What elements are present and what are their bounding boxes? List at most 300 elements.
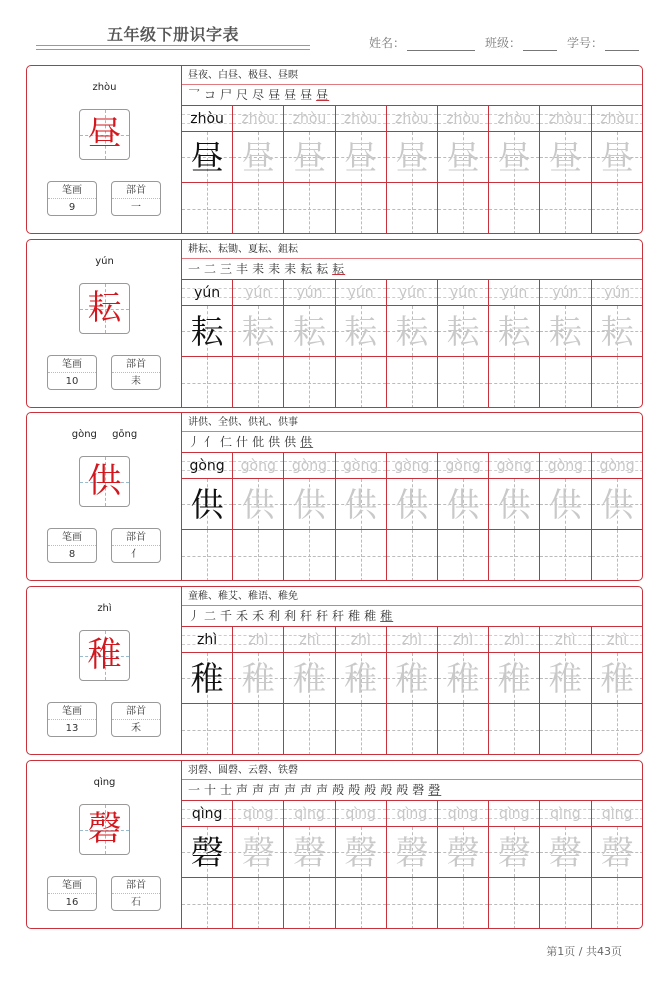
character-sample: 供 — [190, 485, 224, 524]
pinyin-cell[interactable] — [540, 801, 591, 826]
stroke-step: 声 — [300, 783, 314, 797]
blank-writing-cell[interactable] — [540, 878, 591, 929]
stroke-step: 仁 — [220, 435, 234, 449]
character-card — [26, 760, 643, 929]
pinyin-cell[interactable] — [387, 106, 438, 131]
character-trace: 稚 — [344, 659, 378, 698]
stroke-step: 禾 — [236, 609, 250, 623]
character-display-box — [79, 109, 130, 160]
practice-grid — [182, 106, 643, 234]
blank-writing-cell[interactable] — [182, 357, 233, 408]
character-cell[interactable] — [182, 479, 233, 529]
stroke-step: 二 — [204, 262, 218, 276]
blank-writing-cell[interactable] — [387, 530, 438, 581]
stroke-step: 昼 — [316, 88, 330, 102]
title-underline — [36, 45, 310, 50]
character-trace: 昼 — [395, 138, 429, 177]
character-cell[interactable] — [336, 479, 387, 529]
stroke-count-box — [47, 528, 97, 563]
stroke-step: 千 — [220, 609, 234, 623]
pinyin-cell[interactable] — [387, 627, 438, 652]
pinyin-cell[interactable] — [336, 453, 387, 478]
name-label: 姓名： — [368, 36, 405, 50]
blank-writing-cell[interactable] — [592, 357, 643, 408]
character-cell[interactable] — [592, 827, 643, 877]
character-cell[interactable] — [182, 827, 233, 877]
character-display-box — [79, 630, 130, 681]
stroke-step: 声 — [252, 783, 266, 797]
pinyin-trace: yún — [552, 285, 579, 301]
blank-practice-row — [182, 704, 643, 755]
pinyin-trace: qìng — [601, 806, 633, 822]
blank-writing-cell[interactable] — [182, 704, 233, 755]
character-trace: 昼 — [344, 138, 378, 177]
character-trace: 稚 — [548, 659, 582, 698]
stroke-step: 耒 — [252, 262, 266, 276]
pinyin-trace: qìng — [550, 806, 581, 822]
pinyin-trace: zhì — [248, 632, 269, 648]
character-card — [26, 65, 643, 234]
character-cell[interactable] — [336, 306, 387, 356]
stroke-count-label: 笔画 — [48, 356, 96, 373]
stroke-count-value: 10 — [65, 376, 79, 387]
stroke-step: 耘 — [300, 262, 314, 276]
character-info-panel — [27, 66, 182, 233]
stroke-step: 士 — [220, 783, 234, 797]
pinyin-cell[interactable] — [489, 280, 540, 305]
practice-panel — [182, 240, 643, 407]
character-cell[interactable] — [182, 132, 233, 182]
character-cell[interactable] — [592, 306, 643, 356]
blank-writing-cell[interactable] — [540, 183, 591, 234]
pinyin-cell[interactable] — [592, 453, 643, 478]
character-trace: 磬 — [292, 833, 326, 872]
pinyin-trace: yún — [450, 285, 477, 301]
character-cell[interactable] — [540, 827, 591, 877]
character-trace: 供 — [497, 485, 531, 524]
pinyin-label: zhòu — [92, 82, 117, 93]
character-cell[interactable] — [233, 132, 284, 182]
pinyin-cell[interactable] — [592, 106, 643, 131]
page-header — [0, 0, 667, 60]
stroke-count-label: 笔画 — [48, 182, 96, 199]
character-trace: 昼 — [292, 138, 326, 177]
blank-practice-row — [182, 357, 643, 408]
character-cell[interactable] — [489, 132, 540, 182]
stroke-step: 供 — [300, 435, 314, 449]
pinyin-cell[interactable] — [182, 280, 233, 305]
pinyin-trace: qìng — [447, 806, 479, 822]
pinyin-cell[interactable] — [438, 106, 489, 131]
pinyin-cell[interactable] — [233, 801, 284, 826]
stroke-step: 声 — [236, 783, 250, 797]
pinyin-trace: gòng — [240, 458, 276, 474]
blank-writing-cell[interactable] — [182, 530, 233, 581]
radical-box — [111, 876, 161, 911]
radical-label: 部首 — [112, 529, 160, 546]
pinyin-cell[interactable] — [489, 106, 540, 131]
blank-writing-cell[interactable] — [540, 704, 591, 755]
practice-grid — [182, 801, 643, 929]
stroke-step: 乛 — [188, 88, 202, 102]
stroke-count-value: 13 — [65, 723, 79, 734]
blank-writing-cell[interactable] — [233, 530, 284, 581]
stroke-step: 利 — [268, 609, 282, 623]
character-trace: 昼 — [497, 138, 531, 177]
example-words: 昼夜、白昼、极昼、昼暝 — [182, 66, 643, 85]
pinyin-practice-row — [182, 453, 643, 479]
pinyin-cell[interactable] — [284, 106, 335, 131]
blank-writing-cell[interactable] — [387, 357, 438, 408]
character-trace: 稚 — [497, 659, 531, 698]
stroke-step: 磬 — [428, 783, 442, 797]
pinyin-cell[interactable] — [540, 453, 591, 478]
blank-writing-cell[interactable] — [438, 357, 489, 408]
character-cell[interactable] — [438, 306, 489, 356]
blank-writing-cell[interactable] — [592, 878, 643, 929]
pinyin-cell[interactable] — [182, 801, 233, 826]
character-card — [26, 412, 643, 581]
character-trace: 昼 — [600, 138, 634, 177]
character-cell[interactable] — [438, 132, 489, 182]
character-trace: 稚 — [292, 659, 326, 698]
blank-practice-row — [182, 878, 643, 929]
name-field[interactable] — [369, 34, 475, 51]
stroke-step: 亻 — [204, 435, 218, 449]
stroke-step: 殸 — [380, 783, 394, 797]
pinyin-cell[interactable] — [336, 280, 387, 305]
blank-writing-cell[interactable] — [438, 878, 489, 929]
pinyin-cell[interactable] — [489, 801, 540, 826]
character-sample: 昼 — [190, 138, 224, 177]
character-cell[interactable] — [540, 132, 591, 182]
pinyin-cell[interactable] — [540, 627, 591, 652]
stroke-order — [182, 259, 643, 280]
character-info-panel — [27, 761, 182, 928]
character-cell[interactable] — [336, 132, 387, 182]
blank-writing-cell[interactable] — [387, 878, 438, 929]
pinyin-sample: yún — [194, 285, 221, 301]
character-trace: 供 — [395, 485, 429, 524]
character-cell[interactable] — [387, 132, 438, 182]
pinyin-practice-row — [182, 106, 643, 132]
blank-writing-cell[interactable] — [489, 357, 540, 408]
radical-label: 部首 — [112, 182, 160, 199]
pinyin-cell[interactable] — [592, 627, 643, 652]
stroke-step: 耘 — [332, 262, 346, 276]
character-cell[interactable] — [387, 827, 438, 877]
stroke-count-box — [47, 702, 97, 737]
pinyin-label: yún — [95, 256, 114, 267]
character-cell[interactable] — [489, 653, 540, 703]
character-cell[interactable] — [489, 306, 540, 356]
pinyin-trace: zhòu — [241, 111, 276, 127]
blank-writing-cell[interactable] — [336, 704, 387, 755]
student-number-blank[interactable] — [605, 38, 639, 51]
pinyin-trace: gòng — [394, 458, 430, 474]
character-cell[interactable] — [182, 306, 233, 356]
character-cell[interactable] — [540, 479, 591, 529]
character-cell[interactable] — [592, 653, 643, 703]
pinyin-cell[interactable] — [233, 280, 284, 305]
class-label: 班级： — [484, 36, 521, 50]
character-trace-row — [182, 479, 643, 530]
blank-writing-cell[interactable] — [233, 878, 284, 929]
radical-box — [111, 181, 161, 216]
pinyin-trace: gòng — [496, 458, 532, 474]
pinyin-cell[interactable] — [284, 453, 335, 478]
blank-writing-cell[interactable] — [387, 704, 438, 755]
character-trace: 供 — [241, 485, 275, 524]
practice-panel — [182, 587, 643, 754]
pinyin-cell[interactable] — [182, 453, 233, 478]
character-display-box — [79, 283, 130, 334]
stroke-step: 磬 — [412, 783, 426, 797]
blank-writing-cell[interactable] — [336, 357, 387, 408]
blank-writing-cell[interactable] — [336, 183, 387, 234]
character-cell[interactable] — [233, 479, 284, 529]
pinyin-trace: gòng — [343, 458, 379, 474]
blank-writing-cell[interactable] — [489, 183, 540, 234]
stroke-step: 仳 — [252, 435, 266, 449]
pinyin-cell[interactable] — [233, 627, 284, 652]
stroke-order — [182, 85, 643, 106]
character-glyph: 昼 — [87, 114, 122, 154]
character-trace: 供 — [548, 485, 582, 524]
stroke-step: 二 — [204, 609, 218, 623]
character-trace: 磬 — [600, 833, 634, 872]
radical-value: 亻 — [131, 549, 141, 560]
blank-writing-cell[interactable] — [489, 704, 540, 755]
blank-writing-cell[interactable] — [233, 183, 284, 234]
character-glyph: 磬 — [87, 809, 122, 849]
character-cell[interactable] — [489, 827, 540, 877]
blank-writing-cell[interactable] — [284, 183, 335, 234]
radical-value: 耒 — [131, 376, 141, 387]
blank-writing-cell[interactable] — [592, 530, 643, 581]
pinyin-cell[interactable] — [284, 801, 335, 826]
character-cell[interactable] — [182, 653, 233, 703]
pinyin-cell[interactable] — [336, 106, 387, 131]
example-words: 耕耘、耘锄、夏耘、鉏耘 — [182, 240, 643, 259]
character-cell[interactable] — [284, 132, 335, 182]
stroke-step: 一 — [188, 262, 202, 276]
character-glyph: 稚 — [87, 635, 122, 675]
character-trace: 耘 — [600, 312, 634, 351]
character-cell[interactable] — [438, 479, 489, 529]
stroke-step: 昼 — [284, 88, 298, 102]
character-trace: 耘 — [344, 312, 378, 351]
character-trace: 昼 — [241, 138, 275, 177]
pinyin-trace: zhì — [401, 632, 422, 648]
pinyin-cell[interactable] — [387, 453, 438, 478]
character-cell[interactable] — [438, 827, 489, 877]
pinyin-trace: qìng — [396, 806, 428, 822]
blank-writing-cell[interactable] — [387, 183, 438, 234]
character-trace: 供 — [344, 485, 378, 524]
pinyin-trace: zhì — [555, 632, 576, 648]
character-trace: 磬 — [241, 833, 275, 872]
pinyin-trace: qìng — [498, 806, 530, 822]
character-cell[interactable] — [233, 306, 284, 356]
class-blank[interactable] — [523, 38, 557, 51]
blank-writing-cell[interactable] — [182, 183, 233, 234]
blank-writing-cell[interactable] — [336, 878, 387, 929]
practice-grid — [182, 627, 643, 755]
pinyin-label: gòng gōng — [71, 429, 138, 440]
pinyin-practice-row — [182, 801, 643, 827]
character-cell[interactable] — [284, 479, 335, 529]
student-number-field[interactable] — [567, 34, 639, 51]
pinyin-label: qìng — [93, 777, 116, 788]
character-trace-row — [182, 132, 643, 183]
radical-value: 一 — [131, 202, 141, 213]
character-trace-row — [182, 827, 643, 878]
character-cell[interactable] — [336, 653, 387, 703]
character-trace: 磬 — [395, 833, 429, 872]
character-cell[interactable] — [284, 653, 335, 703]
pinyin-cell[interactable] — [387, 280, 438, 305]
stroke-count-value: 16 — [65, 897, 79, 908]
pinyin-trace: zhì — [607, 632, 628, 648]
blank-writing-cell[interactable] — [592, 704, 643, 755]
pinyin-trace: gòng — [291, 458, 328, 474]
pinyin-cell[interactable] — [489, 627, 540, 652]
pinyin-cell[interactable] — [438, 453, 489, 478]
stroke-step: 丿 — [188, 609, 202, 623]
name-blank[interactable] — [407, 38, 475, 51]
blank-writing-cell[interactable] — [489, 878, 540, 929]
character-info-panel — [27, 240, 182, 407]
blank-writing-cell[interactable] — [284, 530, 335, 581]
stroke-step: 十 — [204, 783, 218, 797]
pinyin-cell[interactable] — [438, 801, 489, 826]
blank-writing-cell[interactable] — [284, 878, 335, 929]
character-trace-row — [182, 306, 643, 357]
blank-writing-cell[interactable] — [438, 183, 489, 234]
blank-writing-cell[interactable] — [233, 357, 284, 408]
pinyin-cell[interactable] — [336, 627, 387, 652]
pinyin-cell[interactable] — [284, 627, 335, 652]
character-glyph: 供 — [87, 461, 122, 501]
blank-writing-cell[interactable] — [540, 357, 591, 408]
stroke-step: 禾 — [252, 609, 266, 623]
character-cell[interactable] — [387, 653, 438, 703]
stroke-step: 耒 — [268, 262, 282, 276]
stroke-count-box — [47, 355, 97, 390]
pinyin-cell[interactable] — [387, 801, 438, 826]
stroke-step: 供 — [284, 435, 298, 449]
character-trace: 磬 — [497, 833, 531, 872]
blank-writing-cell[interactable] — [336, 530, 387, 581]
character-cell[interactable] — [438, 653, 489, 703]
pinyin-trace: qìng — [294, 806, 325, 822]
pinyin-cell[interactable] — [182, 627, 233, 652]
blank-writing-cell[interactable] — [592, 183, 643, 234]
pinyin-cell[interactable] — [438, 627, 489, 652]
pinyin-cell[interactable] — [489, 453, 540, 478]
blank-writing-cell[interactable] — [182, 878, 233, 929]
stroke-step: 秆 — [332, 609, 346, 623]
pinyin-cell[interactable] — [540, 280, 591, 305]
stroke-step: 尺 — [236, 88, 250, 102]
character-trace-row — [182, 653, 643, 704]
blank-writing-cell[interactable] — [489, 530, 540, 581]
character-cell[interactable] — [233, 827, 284, 877]
stroke-count-label: 笔画 — [48, 703, 96, 720]
pinyin-cell[interactable] — [438, 280, 489, 305]
pinyin-cell[interactable] — [284, 280, 335, 305]
character-cell[interactable] — [233, 653, 284, 703]
blank-practice-row — [182, 183, 643, 234]
pinyin-cell[interactable] — [540, 106, 591, 131]
stroke-count-box — [47, 876, 97, 911]
pinyin-trace: gòng — [445, 458, 481, 474]
pinyin-cell[interactable] — [592, 801, 643, 826]
pinyin-cell[interactable] — [233, 453, 284, 478]
blank-writing-cell[interactable] — [233, 704, 284, 755]
character-cell[interactable] — [284, 306, 335, 356]
pinyin-trace: yún — [501, 285, 528, 301]
stroke-count-value: 8 — [68, 549, 76, 560]
character-cell[interactable] — [540, 306, 591, 356]
pinyin-trace: yún — [347, 285, 374, 301]
character-cell[interactable] — [336, 827, 387, 877]
character-info-panel — [27, 413, 182, 580]
practice-grid — [182, 280, 643, 408]
stroke-step: 丰 — [236, 262, 250, 276]
radical-value: 禾 — [131, 723, 141, 734]
stroke-order — [182, 606, 643, 627]
stroke-step: 丿 — [188, 435, 202, 449]
character-cell[interactable] — [489, 479, 540, 529]
character-display-box — [79, 804, 130, 855]
pinyin-trace: zhòu — [600, 111, 634, 127]
stroke-step: 耘 — [316, 262, 330, 276]
stroke-step: 声 — [268, 783, 282, 797]
blank-writing-cell[interactable] — [438, 704, 489, 755]
character-cell[interactable] — [592, 132, 643, 182]
pinyin-cell[interactable] — [336, 801, 387, 826]
blank-writing-cell[interactable] — [438, 530, 489, 581]
character-glyph: 耘 — [87, 288, 122, 328]
blank-writing-cell[interactable] — [540, 530, 591, 581]
character-cell[interactable] — [540, 653, 591, 703]
character-trace: 供 — [446, 485, 480, 524]
pinyin-trace: zhòu — [343, 111, 378, 127]
stroke-step: 殸 — [364, 783, 378, 797]
stroke-step: コ — [204, 88, 218, 102]
pinyin-trace: qìng — [345, 806, 376, 822]
pinyin-trace: zhòu — [292, 111, 327, 127]
pinyin-cell[interactable] — [592, 280, 643, 305]
blank-writing-cell[interactable] — [284, 357, 335, 408]
character-trace: 磬 — [344, 833, 378, 872]
stroke-step: 稚 — [380, 609, 394, 623]
stroke-step: 昼 — [300, 88, 314, 102]
character-cell[interactable] — [592, 479, 643, 529]
pinyin-cell[interactable] — [182, 106, 233, 131]
character-cell[interactable] — [387, 479, 438, 529]
character-cell[interactable] — [284, 827, 335, 877]
blank-writing-cell[interactable] — [284, 704, 335, 755]
pinyin-cell[interactable] — [233, 106, 284, 131]
practice-grid — [182, 453, 643, 581]
stroke-step: 尽 — [252, 88, 266, 102]
class-field[interactable] — [485, 34, 557, 51]
character-cell[interactable] — [387, 306, 438, 356]
stroke-step: 耒 — [284, 262, 298, 276]
